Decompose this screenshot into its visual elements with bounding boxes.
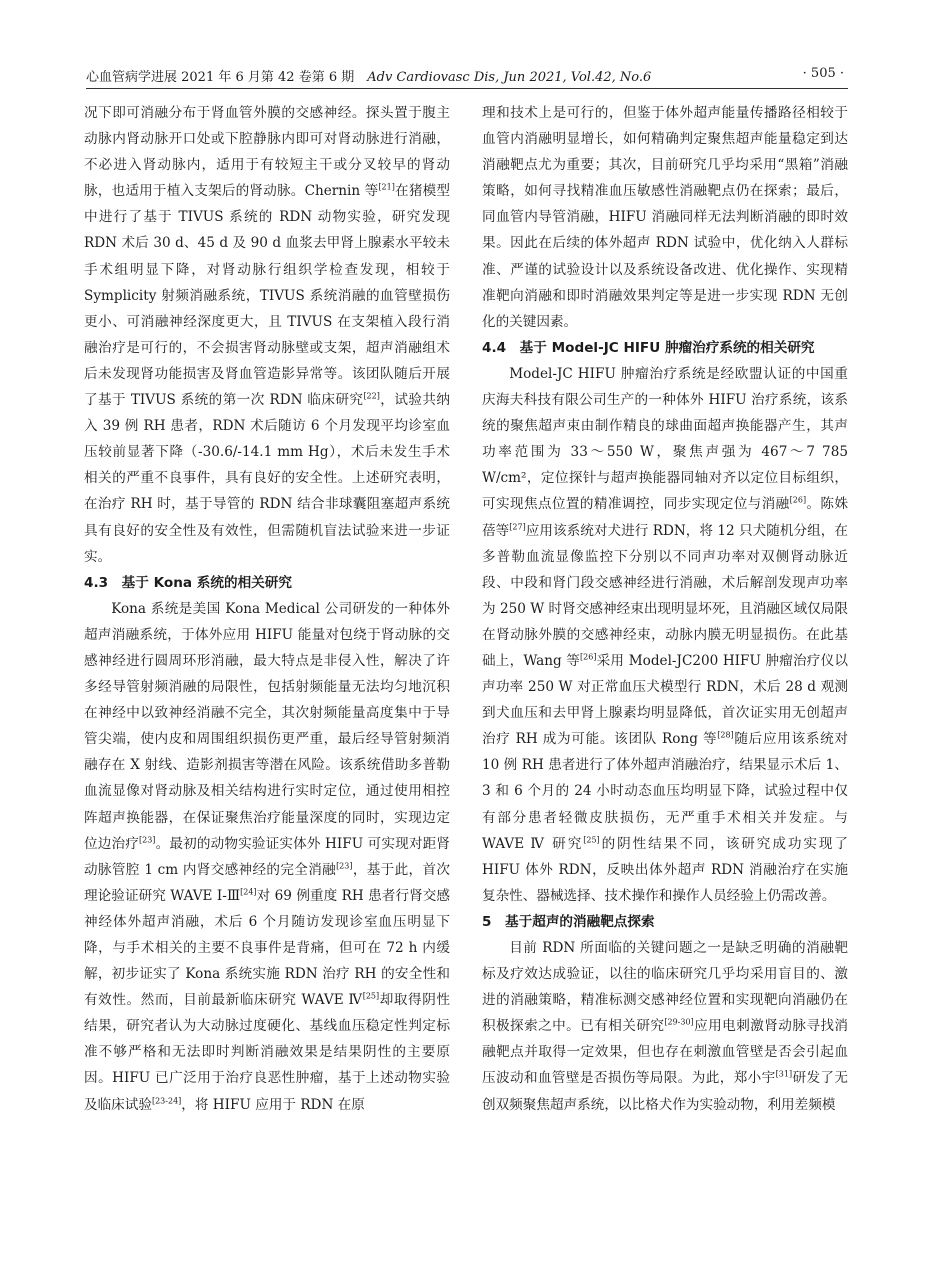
citation-ref: [22] (363, 391, 380, 401)
citation-ref: [25] (362, 991, 380, 1001)
body-paragraph: Kona 系统是美国 Kona Medical 公司研发的一种体外超声消融系统，于体外应用 HIFU 能量对包绕于肾动脉的交感神经进行圆周环形消融，最大特点是非侵入性，解决了许多经导管射频消融的局限性，包括射频能量无法均匀地沉积在神经中以致神经消融不完全，其次射频能量高度集中于导管尖端，使内皮和周围组织损伤更严重，最后经导管射频消融存在 X 射线、造影剂损害等潜在风险。该系统借助多普勒血流显像对肾动脉及相关结构进行实时定位，通过使用相控阵超声换能器，在保证聚焦治疗能量深度的同时，实现边定位边治疗[23]。最初的动物实验证实体外 HIFU 可实现对距肾动脉管腔 1 cm 内肾交感神经的完全消融[23]，基于此，首次理论验证研究 WAVE Ⅰ-Ⅲ[24]对 69 例重度 RH 患者行肾交感神经体外超声消融，术后 6 个月随访发现诊室血压明显下降，与手术相关的主要不良事件是背痛，但可在 72 h 内缓解，初步证实了 Kona 系统实施 RDN 治疗 RH 的安全性和有效性。然而，目前最新临床研究 WAVE Ⅳ[25]却取得阴性结果，研究者认为大动脉过度硬化、基线血压稳定性判定标准不够严格和无法即时判断消融效果是结果阴性的主要原因。HIFU 已广泛用于治疗良恶性肿瘤，基于上述动物实验及临床试验[23-24]，将 HIFU 应用于 RDN 在原 (84, 600, 450, 1113)
body-paragraph: 理和技术上是可行的，但鉴于体外超声能量传播路径相较于血管内消融明显增长，如何精确判定聚焦超声能量稳定到达消融靶点尤为重要；其次，目前研究几乎均采用“黑箱”消融策略，如何寻找精准血压敏感性消融靶点仍在探索；最后，同血管内导管消融，HIFU 消融同样无法判断消融的即时效果。因此在后续的体外超声 RDN 试验中，优化纳入人群标准、严谨的试验设计以及系统设备改进、优化操作、实现精准靶向消融和即时消融效果判定等是进一步实现 RDN 无创化的关键因素。 (482, 105, 848, 330)
citation-ref: [25] (583, 835, 600, 845)
citation-ref: [28] (717, 730, 734, 740)
left-column (84, 100, 450, 1250)
page-number: · 505 · (802, 66, 844, 81)
journal-citation (86, 66, 651, 85)
citation-ref: [23] (336, 861, 353, 871)
journal-name-en: Adv Cardiovasc Dis, Jun 2021, Vol.42, No.6 (367, 70, 652, 85)
journal-name-cn: 心血管病学进展 2021 年 6 月第 42 卷第 6 期 (86, 70, 355, 85)
section-heading-4-4: 4.4 基于 Model-JC HIFU 肿瘤治疗系统的相关研究 (482, 339, 815, 356)
body-paragraph: 目前 RDN 所面临的关键问题之一是缺乏明确的消融靶标及疗效达成验证，以往的临床研究几乎均采用盲目的、激进的消融策略，精准标测交感神经位置和实现靶向消融仍在积极探索之中。已有相关研究[29-30]应用电刺激肾动脉寻找消融靶点并取得一定效果，但也存在刺激血管壁是否会引起血压波动和血管壁是否损伤等局限。为此，郑小宇[31]研发了无创双频聚焦超声系统，以比格犬作为实验动物，利用差频模 (482, 940, 848, 1113)
body-paragraph: Model-JC HIFU 肿瘤治疗系统是经欧盟认证的中国重庆海夫科技有限公司生产的一种体外 HIFU 治疗系统，该系统的聚焦超声束由制作精良的球曲面超声换能器产生，其声功率范围为 33～550 W，聚焦声强为 467～7 785 W/cm²，定位探针与超声换能器同轴对齐以定位目标组织，可实现焦点位置的精准调控，同步实现定位与消融[26]。陈姝蓓等[27]应用该系统对犬进行 RDN，将 12 只犬随机分组，在多普勒血流显像监控下分别以不同声功率对双侧肾动脉近段、中段和肾门段交感神经进行消融，术后解剖发现声功率为 250 W 时肾交感神经束出现明显坏死，且消融区域仅局限在肾动脉外膜的交感神经束，动脉内膜无明显损伤。在此基础上，Wang 等[26]采用 Model-JC200 HIFU 肿瘤治疗仪以声功率 250 W 对正常血压犬模型行 RDN，术后 28 d 观测到犬血压和去甲肾上腺素均明显降低，首次证实用无创超声治疗 RH 成为可能。该团队 Rong 等[28]随后应用该系统对 10 例 RH 患者进行了体外超声消融治疗，结果显示术后 1、3 和 6 个月的 24 小时动态血压均明显下降，试验过程中仅有部分患者轻微皮肤损伤，无严重手术相关并发症。与 WAVE Ⅳ 研究[25]的阴性结果不同，该研究成功实现了 HIFU 体外 RDN，反映出体外超声 RDN 消融治疗在实施复杂性、器械选择、技术操作和操作人员经验上仍需改善。 (482, 365, 848, 904)
citation-ref: [29-30] (664, 1017, 694, 1027)
right-column (482, 100, 848, 1250)
citation-ref: [26] (789, 495, 807, 505)
section-heading-5: 5 基于超声的消融靶点探索 (482, 913, 655, 930)
body-paragraph: 况下即可消融分布于肾血管外膜的交感神经。探头置于腹主动脉内肾动脉开口处或下腔静脉内即可对肾动脉进行消融，不必进入肾动脉内，适用于有较短主干或分叉较早的肾动脉，也适用于植入支架后的肾动脉。Chernin 等[21]在猪模型中进行了基于 TIVUS 系统的 RDN 动物实验，研究发现 RDN 术后 30 d、45 d 及 90 d 血浆去甲肾上腺素水平较未手术组明显下降，对肾动脉行组织学检查发现，相较于 Symplicity 射频消融系统，TIVUS 系统消融的血管壁损伤更小、可消融神经深度更大，且 TIVUS 在支架植入段行消融治疗是可行的，不会损害肾动脉壁或支架，超声消融组术后未发现肾功能损害及肾血管造影异常等。该团队随后开展了基于 TIVUS 系统的第一次 RDN 临床研究[22]，试验共纳入 39 例 RH 患者，RDN 术后随访 6 个月发现平均诊室血压较前显著下降（-30.6/-14.1 mm Hg），术后未发生手术相关的严重不良事件，具有良好的安全性。上述研究表明，在治疗 RH 时，基于导管的 RDN 结合非球囊阻塞超声系统具有良好的安全性及有效性，但需随机盲法试验来进一步证实。 (84, 105, 450, 565)
citation-ref: [31] (775, 1069, 793, 1079)
citation-ref: [26] (580, 652, 597, 662)
citation-ref: [23-24] (151, 1096, 182, 1106)
citation-ref: [23] (139, 835, 156, 845)
citation-ref: [21] (378, 182, 395, 192)
running-header (86, 66, 844, 90)
citation-ref: [27] (509, 521, 526, 531)
section-heading-4-3: 4.3 基于 Kona 系统的相关研究 (84, 574, 292, 591)
header-rule (86, 88, 848, 89)
citation-ref: [24] (240, 887, 257, 897)
